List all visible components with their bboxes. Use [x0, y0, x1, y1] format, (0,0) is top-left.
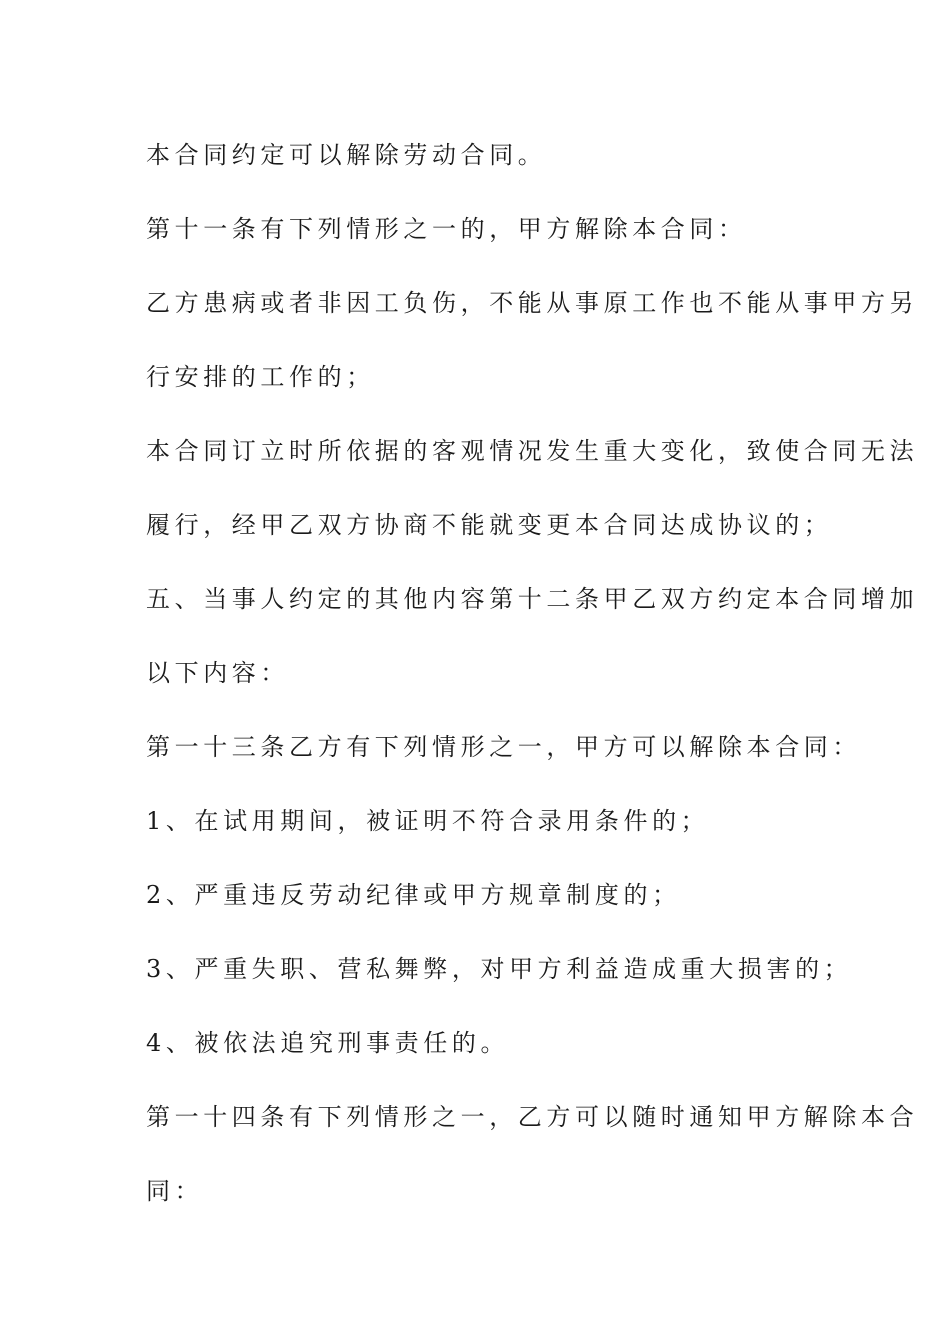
text-line: 3、严重失职、营私舞弊，对甲方利益造成重大损害的；	[146, 955, 853, 983]
text-line: 行安排的工作的；	[146, 363, 375, 391]
text-line: 乙方患病或者非因工负伤，不能从事原工作也不能从事甲方另	[146, 289, 919, 317]
text-line: 五、当事人约定的其他内容第十二条甲乙双方约定本合同增加	[146, 585, 919, 613]
text-line: 以下内容：	[146, 659, 289, 687]
text-line: 第一十四条有下列情形之一，乙方可以随时通知甲方解除本合	[146, 1103, 919, 1131]
text-line: 4、被依法追究刑事责任的。	[146, 1029, 510, 1057]
document-body	[146, 127, 919, 1237]
text-line: 履行，经甲乙双方协商不能就变更本合同达成协议的；	[146, 511, 833, 539]
text-line: 第一十三条乙方有下列情形之一，甲方可以解除本合同：	[146, 733, 861, 761]
text-line: 本合同订立时所依据的客观情况发生重大变化，致使合同无法	[146, 437, 919, 465]
text-line: 本合同约定可以解除劳动合同。	[146, 141, 547, 169]
text-line: 2、严重违反劳动纪律或甲方规章制度的；	[146, 881, 681, 909]
text-line: 同：	[146, 1177, 204, 1205]
text-line: 1、在试用期间，被证明不符合录用条件的；	[146, 807, 710, 835]
text-line: 第十一条有下列情形之一的，甲方解除本合同：	[146, 215, 747, 243]
